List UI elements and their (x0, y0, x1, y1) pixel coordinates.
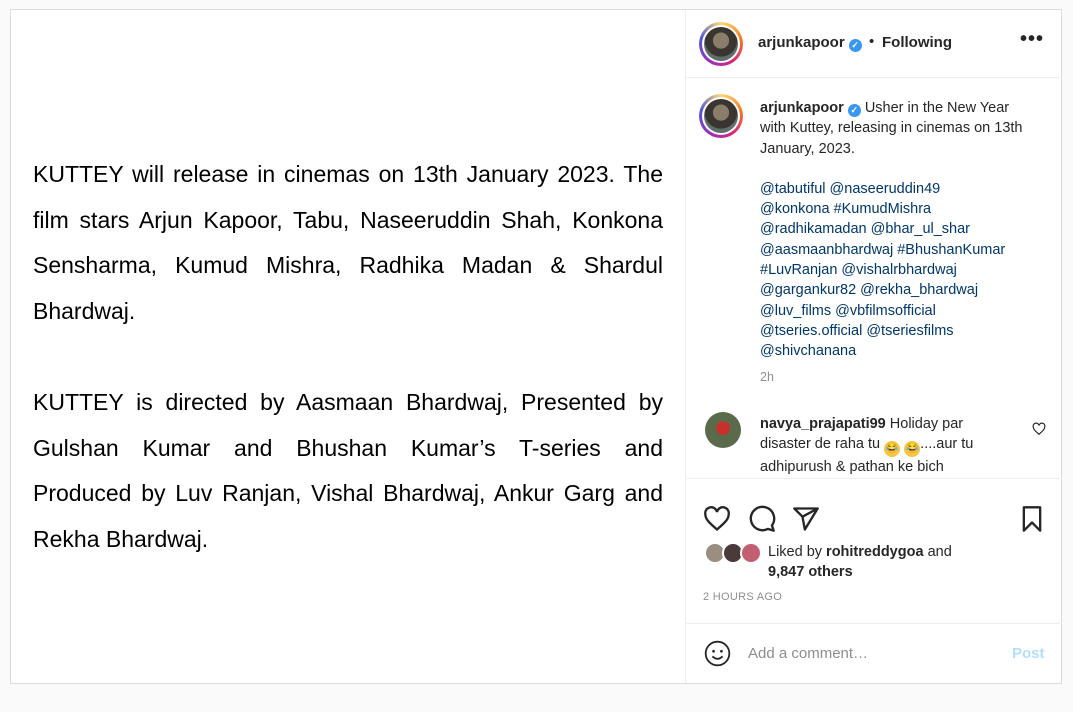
add-comment-bar (686, 623, 1062, 683)
caption-tag-line[interactable]: @luv_films @vbfilmsofficial (760, 302, 936, 319)
comment-text-1: Holiday par disaster de raha tu (760, 416, 964, 452)
likes-prefix: Liked by (768, 544, 823, 560)
commenter-avatar[interactable] (705, 412, 741, 448)
following-button[interactable]: Following (882, 34, 952, 51)
caption (760, 98, 1030, 362)
likes-summary (768, 542, 952, 582)
laughing-emoji-icon: 😂 (884, 441, 900, 457)
comment-text-2: ....aur tu adhipurush & pathan ke bich (760, 436, 974, 475)
post-sidebar (685, 10, 1061, 683)
comment-like-icon[interactable] (1032, 422, 1046, 436)
separator-dot: • (869, 33, 875, 50)
caption-tag-line[interactable]: @aasmaanbhardwaj #BhushanKumar (760, 241, 1006, 258)
comment-input[interactable]: Add a comment… (748, 645, 869, 662)
post-image[interactable] (11, 10, 685, 683)
caption-tag-line[interactable]: #LuvRanjan @vishalrbhardwaj (760, 262, 957, 279)
caption-tag-line[interactable]: @radhikamadan @bhar_ul_shar (760, 221, 971, 238)
comment-icon[interactable] (748, 505, 776, 533)
commenter-username[interactable]: navya_prajapati99 (760, 416, 886, 432)
post-comment-button[interactable]: Post (1012, 645, 1045, 662)
author-username[interactable]: arjunkapoor ✓ (758, 34, 862, 52)
liked-by-user[interactable]: rohitreddygoa (826, 544, 924, 560)
share-icon[interactable] (792, 505, 820, 533)
save-icon[interactable] (1018, 505, 1046, 533)
caption-tag-line[interactable]: @gargankur82 @rekha_bhardwaj (760, 282, 979, 299)
post-header (686, 10, 1062, 78)
image-text-paragraph-2: KUTTEY is directed by Aasmaan Bhardwaj, Presented by Gulshan Kumar and Bhushan Kumar’s T-series and Produced by Luv Ranjan, Vishal Bhardwaj, Ankur Garg and Rekha Bhardwaj. (33, 389, 663, 552)
author-avatar[interactable] (699, 22, 743, 66)
verified-icon: ✓ (849, 39, 862, 52)
caption-time[interactable]: 2h (760, 370, 774, 384)
verified-icon: ✓ (848, 104, 861, 117)
caption-tag-line[interactable]: @konkona #KumudMishra (760, 201, 932, 218)
laughing-emoji-icon: 😂 (904, 441, 920, 457)
caption-tag-line[interactable]: @tseries.official @tseriesfilms (760, 322, 954, 339)
post-timestamp[interactable]: 2 HOURS AGO (703, 591, 783, 603)
like-icon[interactable] (703, 505, 731, 533)
more-options-icon[interactable]: ••• (1020, 28, 1045, 50)
caption-username[interactable]: arjunkapoor ✓ (760, 100, 861, 116)
caption-text: Usher in the New Year with Kuttey, releasing in cinemas on 13th January, 2023. (760, 100, 1023, 157)
emoji-icon[interactable] (704, 640, 731, 667)
caption-tag-line[interactable]: @shivchanana (760, 343, 857, 360)
liker-avatar[interactable] (740, 542, 762, 564)
likes-others-link[interactable]: 9,847 others (768, 564, 853, 580)
comment (760, 414, 1010, 477)
post-dialog (10, 9, 1062, 684)
caption-tag-line[interactable]: @tabutiful @naseeruddin49 (760, 180, 941, 197)
image-text-paragraph-1: KUTTEY will release in cinemas on 13th January 2023. The film stars Arjun Kapoor, Tabu, Naseeruddin Shah, Konkona Sensharma, Kumud Mishra, Radhika Madan & Shardul Bhardwaj. (33, 161, 663, 324)
likes-and: and (927, 544, 952, 560)
caption-avatar[interactable] (699, 94, 743, 138)
